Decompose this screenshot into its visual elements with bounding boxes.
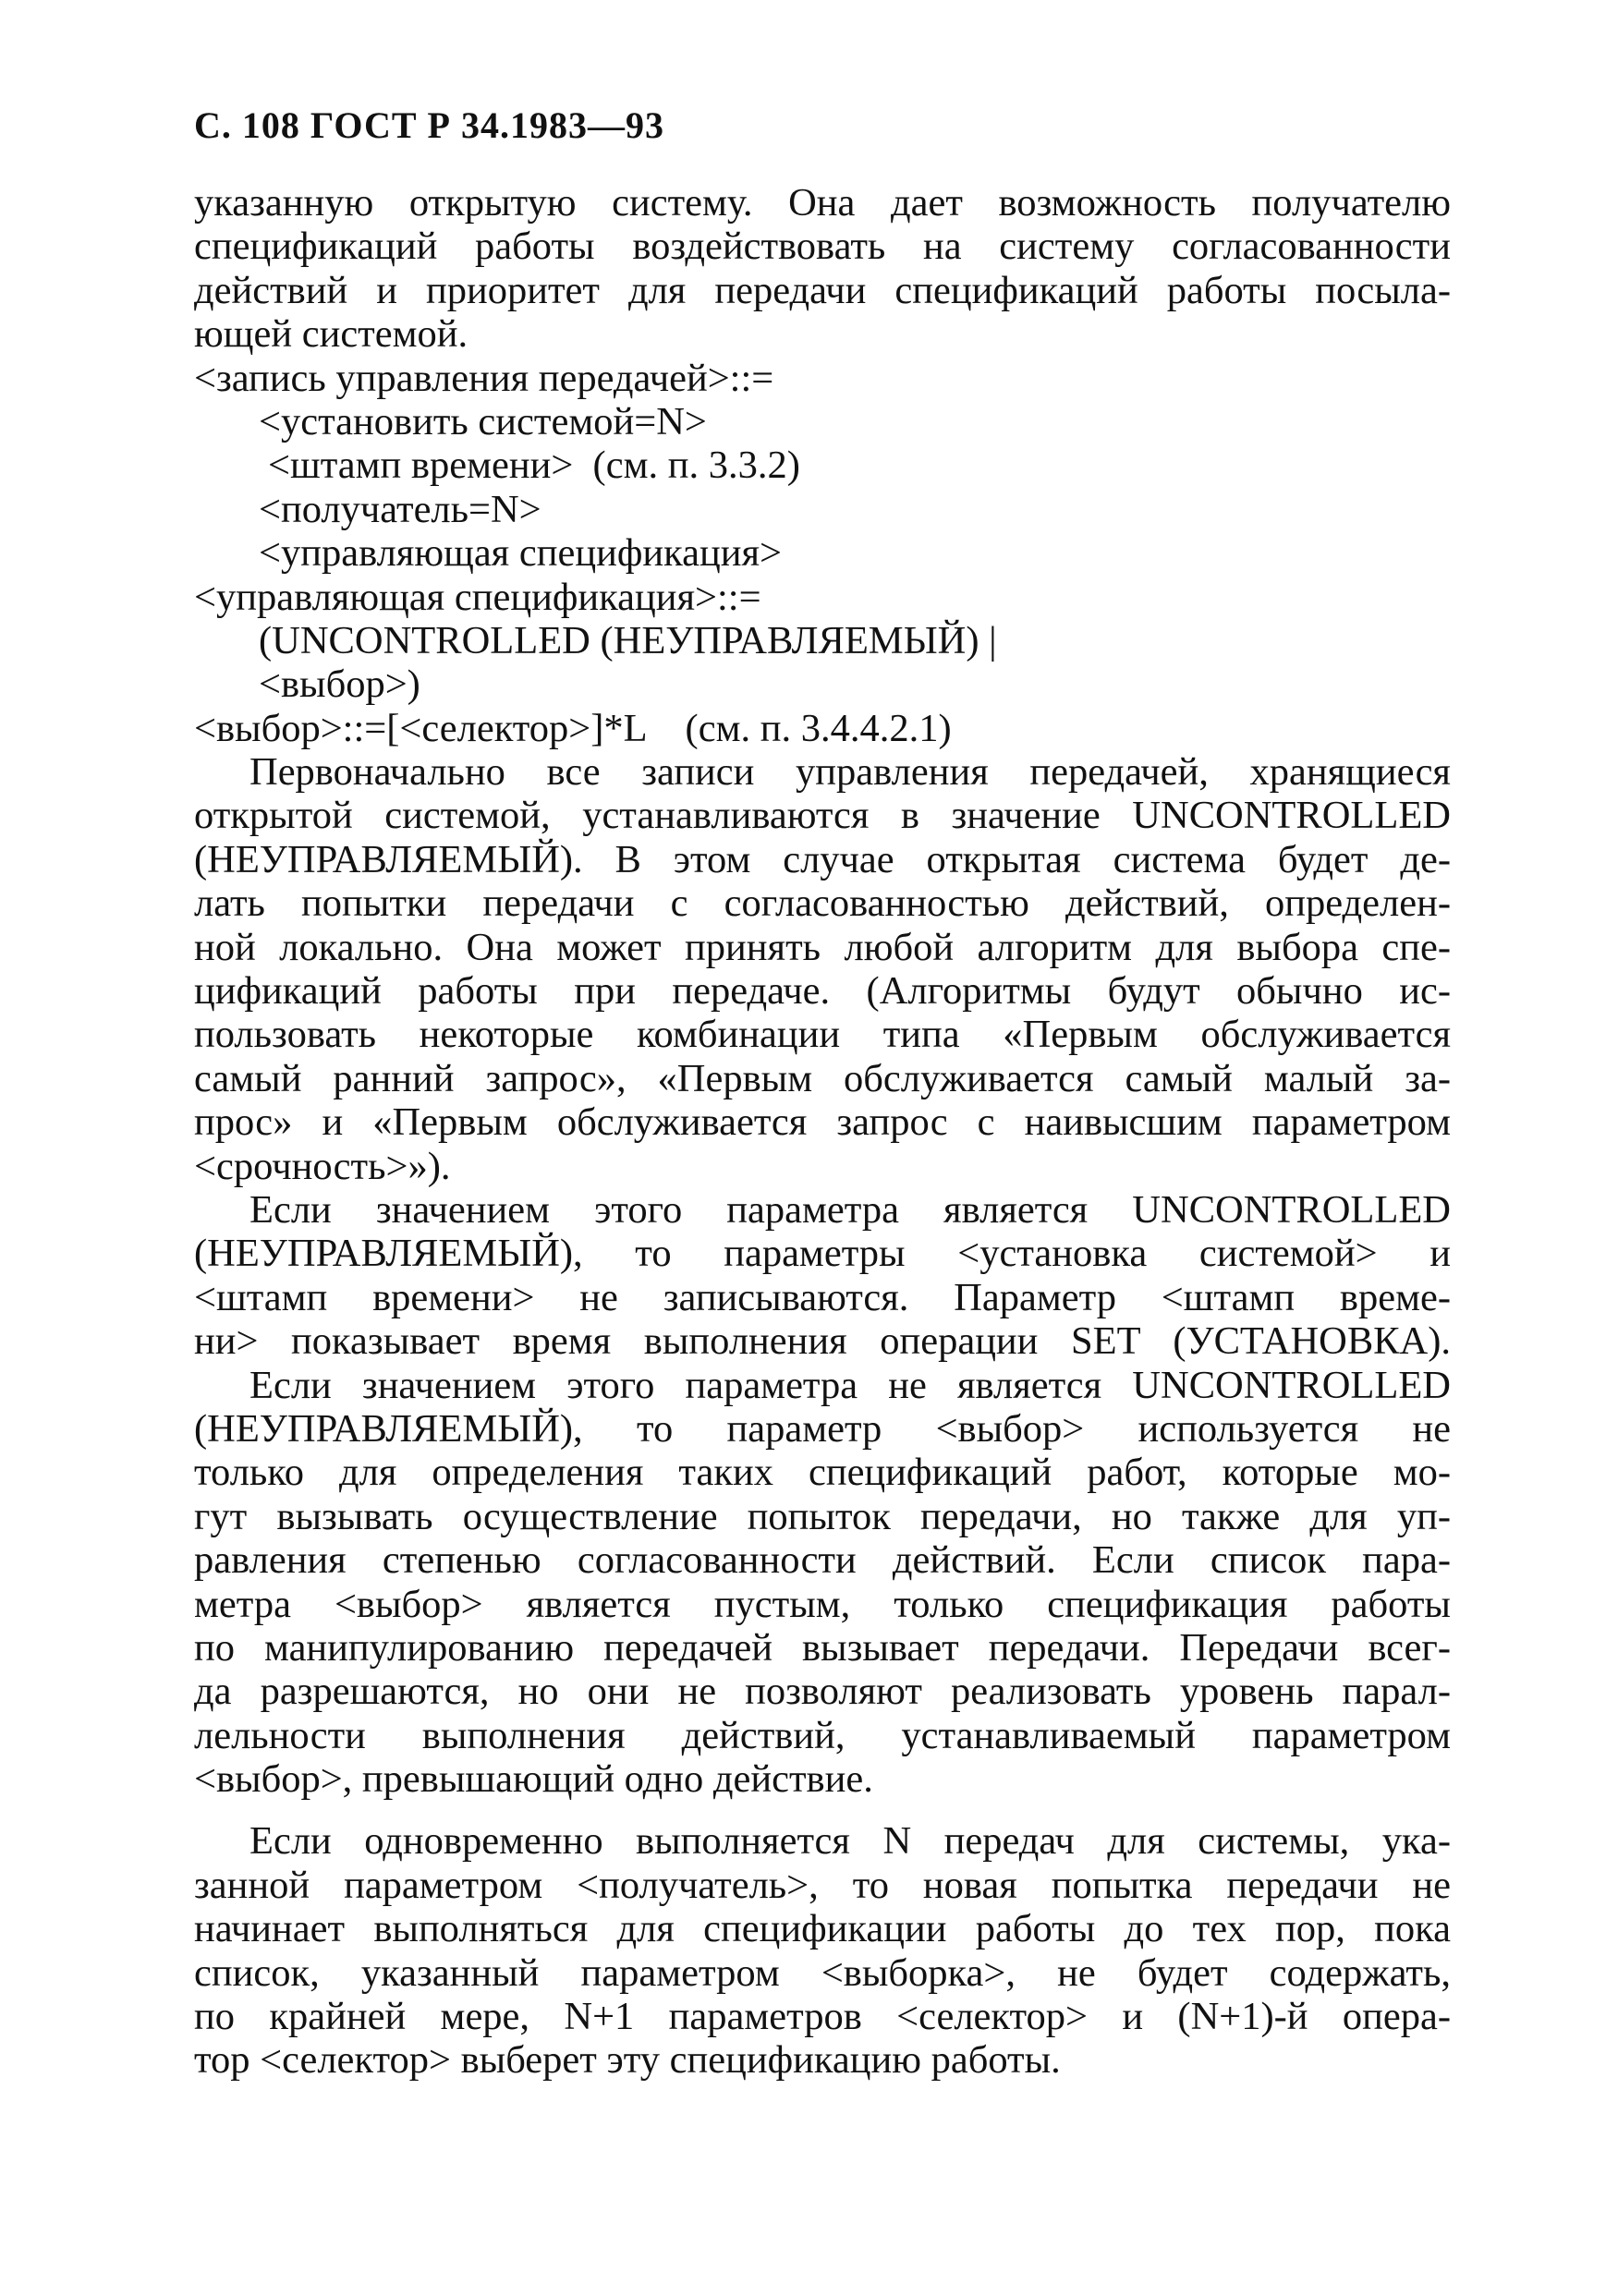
text-line: по крайней мере, N+1 параметров <селектор> и (N+1)-й опера- [194, 1995, 1451, 2039]
text-line: спецификаций работы воздействовать на систему согласованности [194, 225, 1451, 269]
paragraph [194, 1364, 1451, 1802]
paragraph [194, 750, 1451, 1188]
syntax-line: <запись управления передачей>::= [194, 356, 774, 400]
text-line: цификаций работы при передаче. (Алгоритмы будут обычно ис- [194, 969, 1451, 1014]
text-line: начинает выполняться для спецификации работы до тех пор, пока [194, 1907, 1451, 1951]
text-line: тор <селектор> выберет эту спецификацию работы. [194, 2038, 1061, 2083]
text-line: гут вызывать осуществление попыток передачи, но также для уп- [194, 1494, 1451, 1538]
text-line: указанную открытую систему. Она дает возможность получателю [194, 181, 1451, 225]
paragraph [194, 1819, 1451, 2082]
text-line: открытой системой, устанавливаются в значение UNCONTROLLED [194, 794, 1451, 838]
text-line: по манипулированию передачей вызывает передачи. Передачи всег- [194, 1625, 1451, 1670]
page-header: С. 108 ГОСТ Р 34.1983—93 [194, 104, 664, 146]
text-line: только для определения таких спецификаций работ, которые мо- [194, 1451, 1451, 1495]
syntax-line: <получатель=N> [259, 487, 541, 531]
text-line: действий и приоритет для передачи спецификаций работы посыла- [194, 268, 1451, 312]
text-line: ющей системой. [194, 312, 468, 357]
syntax-line: <выбор>) [259, 662, 420, 707]
text-line: Если значением этого параметра является UNCONTROLLED [249, 1187, 1451, 1232]
text-line: ни> показывает время выполнения операции SET (УСТАНОВКА). [194, 1319, 1451, 1364]
text-line: (НЕУПРАВЛЯЕМЫЙ), то параметры <установка системой> и [194, 1232, 1451, 1276]
text-line: Первоначально все записи управления передачей, хранящиеся [249, 750, 1451, 795]
text-line: пользовать некоторые комбинации типа «Первым обслуживается [194, 1013, 1451, 1057]
paragraph [194, 1188, 1451, 1364]
text-line: да разрешаются, но они не позволяют реализовать уровень парал- [194, 1670, 1451, 1714]
text-line: ной локально. Она может принять любой алгоритм для выбора спе- [194, 925, 1451, 969]
text-line: <выбор>, превышающий одно действие. [194, 1757, 873, 1802]
text-line: занной параметром <получатель>, то новая попытка передачи не [194, 1863, 1451, 1907]
text-line: лельности выполнения действий, устанавливаемый параметром [194, 1713, 1451, 1757]
syntax-line: <управляющая спецификация> [259, 531, 782, 576]
text-line: Если значением этого параметра не является UNCONTROLLED [249, 1363, 1451, 1407]
text-line: лать попытки передачи с согласованностью действий, определен- [194, 881, 1451, 926]
syntax-definitions [194, 357, 1451, 751]
paragraph-continued [194, 181, 1451, 357]
text-line: (НЕУПРАВЛЯЕМЫЙ). В этом случае открытая система будет де- [194, 837, 1451, 881]
text-line: Если одновременно выполняется N передач для системы, ука- [249, 1819, 1451, 1864]
text-line: равления степенью согласованности действий. Если список пара- [194, 1538, 1451, 1583]
syntax-line: <установить системой=N> [259, 399, 707, 443]
text-line: <срочность>»). [194, 1144, 451, 1188]
syntax-line: <управляющая спецификация>::= [194, 575, 761, 619]
body-text [194, 181, 1451, 2083]
text-line: прос» и «Первым обслуживается запрос с наивысшим параметром [194, 1100, 1451, 1145]
syntax-line: <штамп времени> (см. п. 3.3.2) [268, 443, 800, 488]
syntax-line: <выбор>::=[<селектор>]*L (см. п. 3.4.4.2.1) [194, 706, 952, 750]
text-line: самый ранний запрос», «Первым обслуживается самый малый за- [194, 1056, 1451, 1100]
text-line: (НЕУПРАВЛЯЕМЫЙ), то параметр <выбор> используется не [194, 1406, 1451, 1451]
paragraph-gap [194, 1801, 1451, 1819]
text-line: <штамп времени> не записываются. Параметр <штамп време- [194, 1275, 1451, 1319]
text-line: список, указанный параметром <выборка>, не будет содержать, [194, 1950, 1451, 1995]
text-line: метра <выбор> является пустым, только спецификация работы [194, 1582, 1451, 1626]
syntax-line: (UNCONTROLLED (НЕУПРАВЛЯЕМЫЙ) | [259, 618, 997, 662]
